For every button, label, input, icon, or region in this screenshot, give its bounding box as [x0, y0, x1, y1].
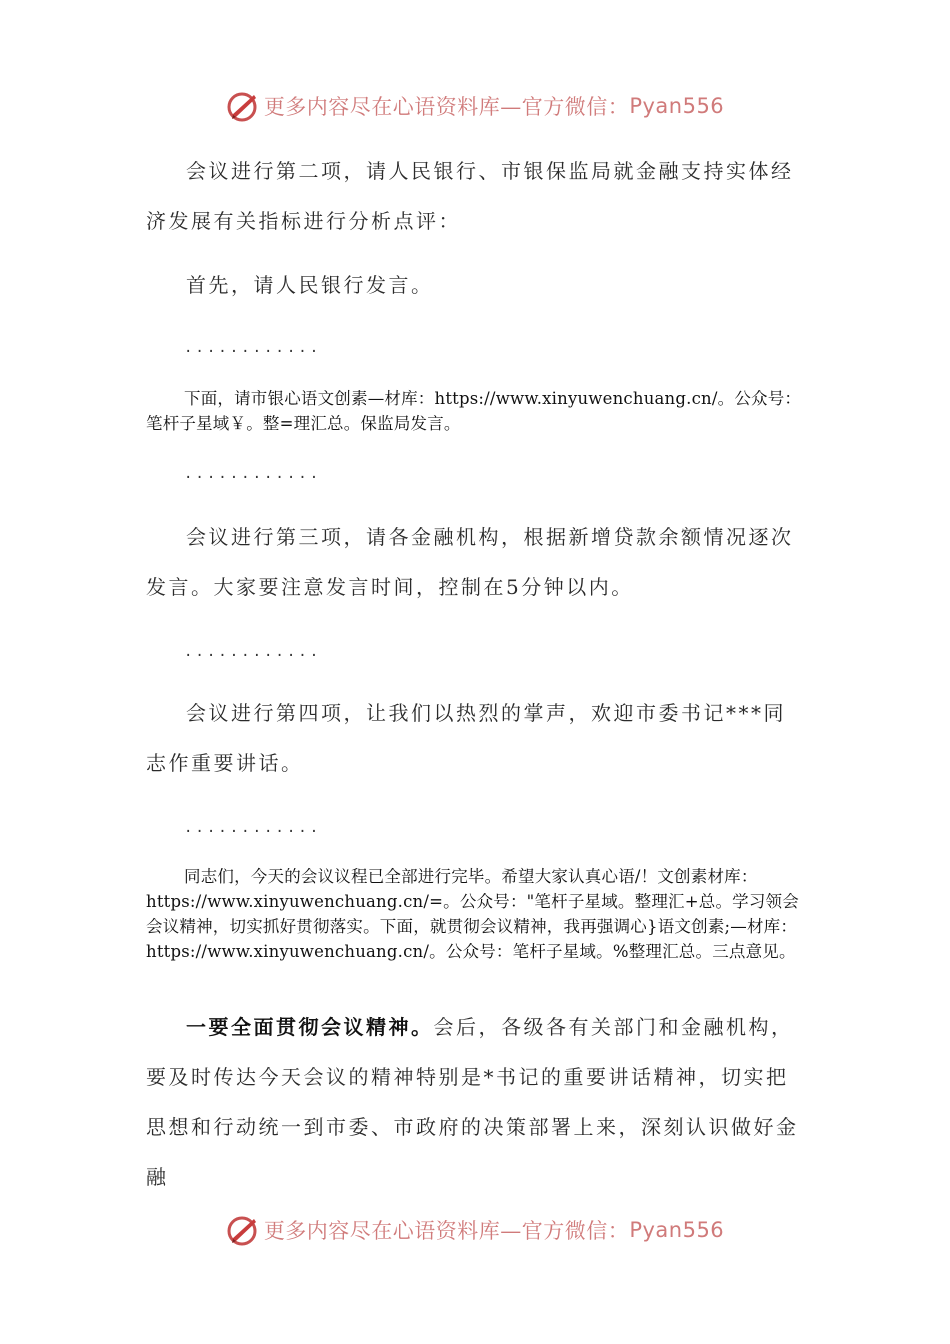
ellipsis-divider: ............ [184, 466, 322, 482]
quill-logo-icon [226, 1213, 260, 1247]
header-banner [0, 84, 950, 128]
paragraph-point-1 [146, 1002, 808, 1202]
paragraph-item-4: 会议进行第四项，让我们以热烈的掌声，欢迎市委书记***同志作重要讲话。 [146, 701, 786, 775]
paragraph-closing: 同志们，今天的会议议程已全部进行完毕。希望大家认真心语/！文创素材库：https://www.xinyuwenchuang.cn/=。公众号："笔杆子星域。整理汇+总。学习领会会议精神，切实抓好贯彻落实。下面，就贯彻会议精神，我再强调心}语文创素;—材库：https://www.xinyuwenchuang.cn/。公众号：笔杆子星域。%整理汇总。三点意见。 [146, 867, 799, 961]
footer-banner [0, 1208, 950, 1252]
point-1-heading: 一要全面贯彻会议精神。 [186, 1015, 434, 1039]
point-1-body: 会后，各级各有关部门和金融机构，要及时传达今天会议的精神特别是*书记的重要讲话精神，切实把思想和行动统一到市委、市政府的决策部署上来，深刻认识做好金融 [146, 1015, 799, 1189]
banner-text: 更多内容尽在心语资料库—官方微信： [263, 1219, 630, 1243]
wechat-id: Pyan556 [629, 1218, 725, 1242]
ellipsis-divider: ............ [184, 644, 322, 660]
ellipsis-divider: ............ [184, 820, 322, 836]
quill-logo-icon [226, 89, 260, 123]
paragraph-item-2: 会议进行第二项，请人民银行、市银保监局就金融支持实体经济发展有关指标进行分析点评： [146, 159, 794, 233]
paragraph-cbirc: 下面，请市银心语文创素—材库：https://www.xinyuwenchuang.cn/。公众号：笔杆子星域￥。整=理汇总。保监局发言。 [146, 389, 802, 433]
ellipsis-divider: ............ [184, 340, 322, 356]
banner-text: 更多内容尽在心语资料库—官方微信： [263, 95, 630, 119]
wechat-id: Pyan556 [629, 94, 725, 118]
paragraph-pboc: 首先，请人民银行发言。 [186, 273, 434, 297]
paragraph-item-3: 会议进行第三项，请各金融机构，根据新增贷款余额情况逐次发言。大家要注意发言时间，控制在5分钟以内。 [146, 525, 794, 599]
